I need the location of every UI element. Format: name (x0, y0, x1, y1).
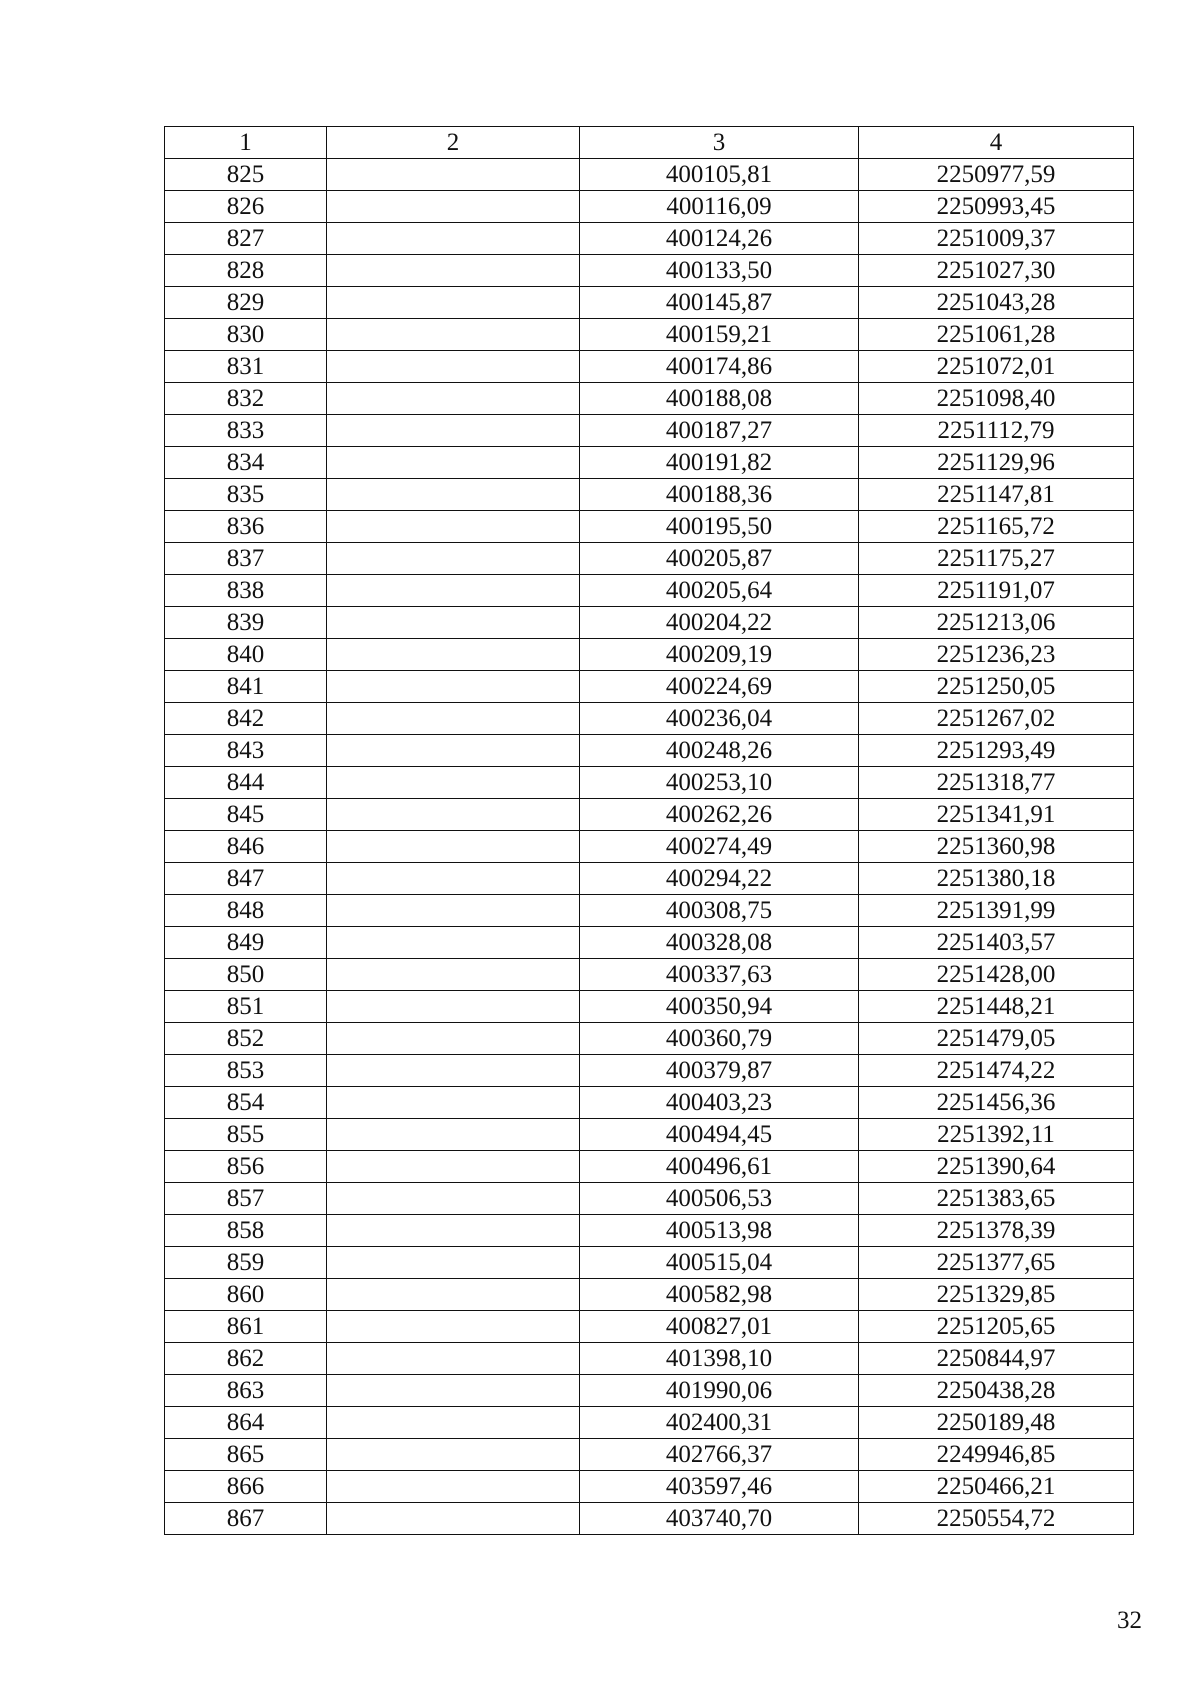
table-row (165, 575, 1134, 607)
table-row (165, 863, 1134, 895)
coordinate-y-cell: 2251329,85 (859, 1279, 1134, 1311)
point-number-cell: 836 (165, 511, 327, 543)
table-row (165, 255, 1134, 287)
coordinate-y-cell: 2251098,40 (859, 383, 1134, 415)
coordinate-y-cell: 2251072,01 (859, 351, 1134, 383)
table-row (165, 767, 1134, 799)
table-row (165, 1151, 1134, 1183)
table-row (165, 799, 1134, 831)
table-row (165, 1375, 1134, 1407)
column-2-cell (327, 415, 580, 447)
column-2-cell (327, 1503, 580, 1535)
point-number-cell: 864 (165, 1407, 327, 1439)
coordinate-y-cell: 2251428,00 (859, 959, 1134, 991)
coordinate-y-cell: 2251341,91 (859, 799, 1134, 831)
column-2-cell (327, 927, 580, 959)
column-2-cell (327, 735, 580, 767)
table-row (165, 1023, 1134, 1055)
point-number-cell: 847 (165, 863, 327, 895)
point-number-cell: 849 (165, 927, 327, 959)
column-2-cell (327, 959, 580, 991)
coordinate-y-cell: 2251293,49 (859, 735, 1134, 767)
coordinate-y-cell: 2251205,65 (859, 1311, 1134, 1343)
point-number-cell: 831 (165, 351, 327, 383)
coordinate-y-cell: 2251009,37 (859, 223, 1134, 255)
coordinate-x-cell: 400204,22 (580, 607, 859, 639)
coordinate-x-cell: 401990,06 (580, 1375, 859, 1407)
coordinate-y-cell: 2251213,06 (859, 607, 1134, 639)
coordinate-y-cell: 2251391,99 (859, 895, 1134, 927)
coordinate-x-cell: 400582,98 (580, 1279, 859, 1311)
header-col-1: 1 (165, 127, 327, 159)
column-2-cell (327, 1183, 580, 1215)
coordinate-x-cell: 400350,94 (580, 991, 859, 1023)
column-2-cell (327, 671, 580, 703)
table-row (165, 1183, 1134, 1215)
point-number-cell: 840 (165, 639, 327, 671)
coordinate-x-cell: 401398,10 (580, 1343, 859, 1375)
coordinate-y-cell: 2251043,28 (859, 287, 1134, 319)
coordinate-y-cell: 2251390,64 (859, 1151, 1134, 1183)
point-number-cell: 838 (165, 575, 327, 607)
coordinate-x-cell: 402400,31 (580, 1407, 859, 1439)
coordinate-x-cell: 400209,19 (580, 639, 859, 671)
table-row (165, 1503, 1134, 1535)
coordinate-x-cell: 400133,50 (580, 255, 859, 287)
coordinate-y-cell: 2251380,18 (859, 863, 1134, 895)
point-number-cell: 845 (165, 799, 327, 831)
coordinate-x-cell: 400188,08 (580, 383, 859, 415)
column-2-cell (327, 1343, 580, 1375)
table-row (165, 831, 1134, 863)
point-number-cell: 861 (165, 1311, 327, 1343)
coordinate-y-cell: 2250189,48 (859, 1407, 1134, 1439)
column-2-cell (327, 447, 580, 479)
coordinate-x-cell: 400403,23 (580, 1087, 859, 1119)
coordinate-x-cell: 400513,98 (580, 1215, 859, 1247)
coordinate-x-cell: 400506,53 (580, 1183, 859, 1215)
point-number-cell: 858 (165, 1215, 327, 1247)
point-number-cell: 866 (165, 1471, 327, 1503)
column-2-cell (327, 1087, 580, 1119)
table-row (165, 991, 1134, 1023)
coordinate-y-cell: 2251377,65 (859, 1247, 1134, 1279)
coordinate-y-cell: 2251236,23 (859, 639, 1134, 671)
coordinate-x-cell: 400262,26 (580, 799, 859, 831)
column-2-cell (327, 1439, 580, 1471)
coordinate-x-cell: 400159,21 (580, 319, 859, 351)
coordinate-x-cell: 400188,36 (580, 479, 859, 511)
point-number-cell: 859 (165, 1247, 327, 1279)
column-2-cell (327, 223, 580, 255)
header-col-4: 4 (859, 127, 1134, 159)
table-row (165, 1055, 1134, 1087)
coordinate-x-cell: 400145,87 (580, 287, 859, 319)
column-2-cell (327, 1119, 580, 1151)
column-2-cell (327, 1407, 580, 1439)
point-number-cell: 835 (165, 479, 327, 511)
point-number-cell: 839 (165, 607, 327, 639)
point-number-cell: 843 (165, 735, 327, 767)
point-number-cell: 852 (165, 1023, 327, 1055)
column-2-cell (327, 159, 580, 191)
point-number-cell: 826 (165, 191, 327, 223)
point-number-cell: 860 (165, 1279, 327, 1311)
point-number-cell: 850 (165, 959, 327, 991)
column-2-cell (327, 1023, 580, 1055)
coordinate-x-cell: 400360,79 (580, 1023, 859, 1055)
table-row (165, 639, 1134, 671)
table-row (165, 1471, 1134, 1503)
coordinate-y-cell: 2251448,21 (859, 991, 1134, 1023)
point-number-cell: 851 (165, 991, 327, 1023)
column-2-cell (327, 575, 580, 607)
table-row (165, 1311, 1134, 1343)
point-number-cell: 862 (165, 1343, 327, 1375)
point-number-cell: 855 (165, 1119, 327, 1151)
table-row (165, 543, 1134, 575)
table-row (165, 607, 1134, 639)
table-row (165, 223, 1134, 255)
coordinate-y-cell: 2251392,11 (859, 1119, 1134, 1151)
column-2-cell (327, 639, 580, 671)
coordinate-y-cell: 2251175,27 (859, 543, 1134, 575)
table-row (165, 703, 1134, 735)
coordinate-x-cell: 400496,61 (580, 1151, 859, 1183)
point-number-cell: 863 (165, 1375, 327, 1407)
coordinate-y-cell: 2251250,05 (859, 671, 1134, 703)
coordinate-x-cell: 400248,26 (580, 735, 859, 767)
table-row (165, 1087, 1134, 1119)
coordinate-x-cell: 400328,08 (580, 927, 859, 959)
coordinate-y-cell: 2251147,81 (859, 479, 1134, 511)
table-row (165, 1343, 1134, 1375)
coordinate-y-cell: 2251027,30 (859, 255, 1134, 287)
coordinate-x-cell: 400236,04 (580, 703, 859, 735)
point-number-cell: 834 (165, 447, 327, 479)
coordinate-x-cell: 400827,01 (580, 1311, 859, 1343)
point-number-cell: 844 (165, 767, 327, 799)
table-row (165, 895, 1134, 927)
column-2-cell (327, 319, 580, 351)
coordinate-x-cell: 400191,82 (580, 447, 859, 479)
coordinate-y-cell: 2251456,36 (859, 1087, 1134, 1119)
coordinate-y-cell: 2251191,07 (859, 575, 1134, 607)
coordinate-y-cell: 2251474,22 (859, 1055, 1134, 1087)
coordinate-x-cell: 400116,09 (580, 191, 859, 223)
table-row (165, 1279, 1134, 1311)
coordinate-x-cell: 400494,45 (580, 1119, 859, 1151)
column-2-cell (327, 863, 580, 895)
coordinate-y-cell: 2251267,02 (859, 703, 1134, 735)
point-number-cell: 841 (165, 671, 327, 703)
coordinate-x-cell: 400205,64 (580, 575, 859, 607)
table-row (165, 927, 1134, 959)
coordinate-y-cell: 2251479,05 (859, 1023, 1134, 1055)
coordinate-x-cell: 400124,26 (580, 223, 859, 255)
table-row (165, 735, 1134, 767)
coordinate-y-cell: 2250977,59 (859, 159, 1134, 191)
column-2-cell (327, 1279, 580, 1311)
point-number-cell: 857 (165, 1183, 327, 1215)
point-number-cell: 848 (165, 895, 327, 927)
coordinate-y-cell: 2251383,65 (859, 1183, 1134, 1215)
coordinate-x-cell: 402766,37 (580, 1439, 859, 1471)
table-row (165, 447, 1134, 479)
table-row (165, 415, 1134, 447)
coordinate-y-cell: 2250438,28 (859, 1375, 1134, 1407)
coordinate-x-cell: 400308,75 (580, 895, 859, 927)
point-number-cell: 842 (165, 703, 327, 735)
point-number-cell: 825 (165, 159, 327, 191)
point-number-cell: 827 (165, 223, 327, 255)
coordinate-x-cell: 400224,69 (580, 671, 859, 703)
column-2-cell (327, 287, 580, 319)
table-row (165, 1247, 1134, 1279)
column-2-cell (327, 1055, 580, 1087)
coordinate-x-cell: 400274,49 (580, 831, 859, 863)
coordinate-y-cell: 2249946,85 (859, 1439, 1134, 1471)
column-2-cell (327, 479, 580, 511)
coordinate-y-cell: 2250466,21 (859, 1471, 1134, 1503)
table-row (165, 1119, 1134, 1151)
table-row (165, 191, 1134, 223)
header-col-2: 2 (327, 127, 580, 159)
column-2-cell (327, 831, 580, 863)
point-number-cell: 837 (165, 543, 327, 575)
table-row (165, 1215, 1134, 1247)
coordinate-x-cell: 400253,10 (580, 767, 859, 799)
coordinate-y-cell: 2251378,39 (859, 1215, 1134, 1247)
point-number-cell: 854 (165, 1087, 327, 1119)
coordinates-table (164, 126, 1134, 1535)
table-header-row (165, 127, 1134, 159)
point-number-cell: 828 (165, 255, 327, 287)
coordinate-y-cell: 2251403,57 (859, 927, 1134, 959)
point-number-cell: 846 (165, 831, 327, 863)
coordinate-y-cell: 2251061,28 (859, 319, 1134, 351)
coordinate-y-cell: 2250554,72 (859, 1503, 1134, 1535)
point-number-cell: 833 (165, 415, 327, 447)
table-row (165, 319, 1134, 351)
table-row (165, 1439, 1134, 1471)
column-2-cell (327, 351, 580, 383)
coordinate-x-cell: 400195,50 (580, 511, 859, 543)
point-number-cell: 853 (165, 1055, 327, 1087)
coordinate-x-cell: 400105,81 (580, 159, 859, 191)
coordinate-x-cell: 400187,27 (580, 415, 859, 447)
column-2-cell (327, 1215, 580, 1247)
column-2-cell (327, 383, 580, 415)
coordinate-y-cell: 2251318,77 (859, 767, 1134, 799)
column-2-cell (327, 511, 580, 543)
coordinate-x-cell: 400515,04 (580, 1247, 859, 1279)
coordinate-y-cell: 2250844,97 (859, 1343, 1134, 1375)
column-2-cell (327, 255, 580, 287)
column-2-cell (327, 543, 580, 575)
table-row (165, 511, 1134, 543)
column-2-cell (327, 191, 580, 223)
table-body (165, 159, 1134, 1535)
table-row (165, 351, 1134, 383)
point-number-cell: 856 (165, 1151, 327, 1183)
coordinates-table-container (164, 126, 1134, 1535)
table-row (165, 671, 1134, 703)
coordinate-x-cell: 400337,63 (580, 959, 859, 991)
table-row (165, 1407, 1134, 1439)
header-col-3: 3 (580, 127, 859, 159)
table-row (165, 287, 1134, 319)
column-2-cell (327, 1311, 580, 1343)
point-number-cell: 832 (165, 383, 327, 415)
column-2-cell (327, 799, 580, 831)
coordinate-x-cell: 403597,46 (580, 1471, 859, 1503)
coordinate-x-cell: 400294,22 (580, 863, 859, 895)
point-number-cell: 865 (165, 1439, 327, 1471)
column-2-cell (327, 991, 580, 1023)
coordinate-y-cell: 2250993,45 (859, 191, 1134, 223)
coordinate-y-cell: 2251112,79 (859, 415, 1134, 447)
column-2-cell (327, 703, 580, 735)
column-2-cell (327, 895, 580, 927)
table-row (165, 479, 1134, 511)
point-number-cell: 829 (165, 287, 327, 319)
column-2-cell (327, 1247, 580, 1279)
coordinate-y-cell: 2251129,96 (859, 447, 1134, 479)
column-2-cell (327, 1471, 580, 1503)
table-row (165, 383, 1134, 415)
point-number-cell: 830 (165, 319, 327, 351)
column-2-cell (327, 1375, 580, 1407)
column-2-cell (327, 767, 580, 799)
coordinate-x-cell: 400205,87 (580, 543, 859, 575)
column-2-cell (327, 607, 580, 639)
coordinate-y-cell: 2251165,72 (859, 511, 1134, 543)
table-row (165, 959, 1134, 991)
coordinate-y-cell: 2251360,98 (859, 831, 1134, 863)
column-2-cell (327, 1151, 580, 1183)
coordinate-x-cell: 400379,87 (580, 1055, 859, 1087)
coordinate-x-cell: 403740,70 (580, 1503, 859, 1535)
point-number-cell: 867 (165, 1503, 327, 1535)
coordinate-x-cell: 400174,86 (580, 351, 859, 383)
table-row (165, 159, 1134, 191)
page-number: 32 (1117, 1607, 1142, 1634)
